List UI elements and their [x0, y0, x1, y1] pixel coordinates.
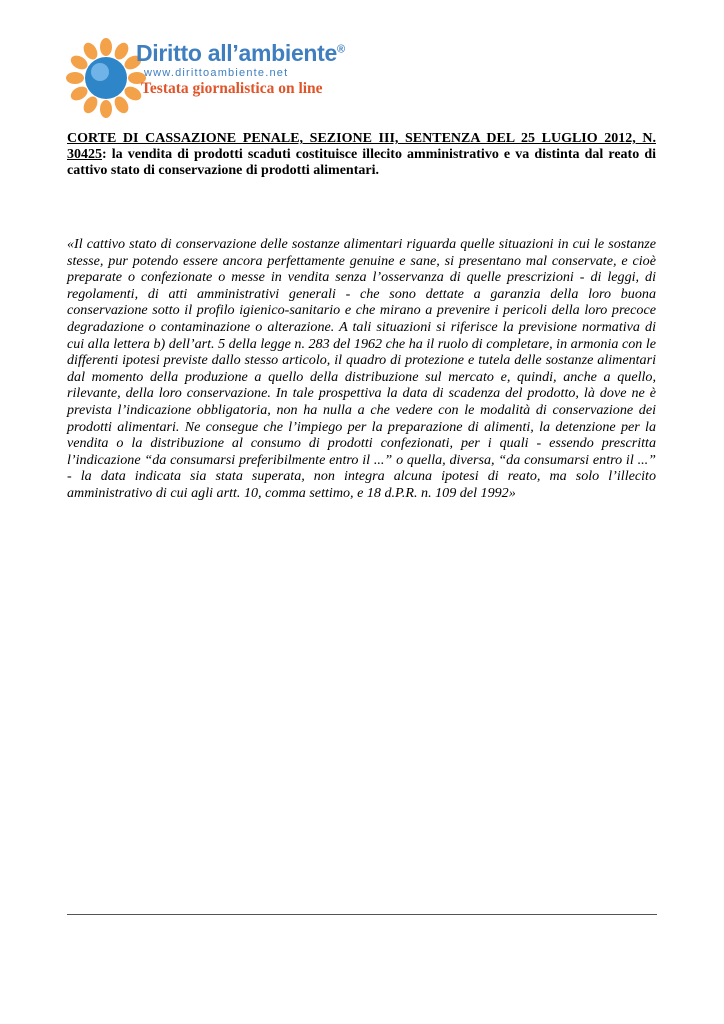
quoted-ruling: «Il cattivo stato di conservazione delle sostanze alimentari riguarda quelle situazioni in cui le sostanze stesse, pur potendo essere ancora perfettamente genuine e sane, si presentano mal conservate, e cioè preparate o confezionate o messe in vendita senza l’osservanza di quelle prescrizioni - di leggi, di regolamenti, di atti amministrativi generali - che sono dettate a garanzia della loro buona conservazione sotto il profilo igienico-sanitario e che mirano a prevenire i pericoli della loro precoce degradazione o contaminazione o alterazione. A tali situazioni si riferisce la previsione normativa di cui alla lettera b) dell’art. 5 della legge n. 283 del 1962 che ha il ruolo di completare, in armonia con le differenti ipotesi previste dallo stesso articolo, il quadro di protezione e tutela delle sostanze alimentari dal momento della produzione a quello della distribuzione sul mercato e, quindi, anche a quello, rilevante, della loro conservazione. In tale prospettiva la data di scadenza del prodotto, là dove ne è prevista l’indicazione obbligatoria, non ha nulla a che vedere con le modalità di conservazione dei prodotti alimentari. Ne consegue che l’impiego per la preparazione di alimenti, la detenzione per la vendita o la distribuzione al consumo di prodotti confezionati, per i quali - essendo prescritta l’indicazione “da consumarsi preferibilmente entro il ...” o quella, diversa, “da consumarsi entro il ...” - la data indicata sia stata superata, non integra alcuna ipotesi di reato, ma solo l’illecito amministrativo di cui agli artt. 10, comma settimo, e 18 d.P.R. n. 109 del 1992»: [67, 236, 656, 501]
heading-summary: : la vendita di prodotti scaduti costituisce illecito amministrativo e va distinta dal reato di cattivo stato di conservazione di prodotti alimentari.: [67, 147, 656, 178]
footer-divider: [67, 914, 657, 915]
logo-url: www.dirittoambiente.net: [144, 67, 289, 79]
sun-logo-icon: [66, 38, 146, 118]
case-citation: CORTE DI CASSAZIONE PENALE, SEZIONE III, SENTENZA DEL 25 LUGLIO 2012, N. 30425: [67, 131, 656, 162]
document-heading: [67, 131, 656, 179]
registered-mark: ®: [337, 43, 345, 56]
logo-title: Diritto all’ambiente®: [136, 40, 345, 66]
logo-tagline: Testata giornalistica on line: [141, 80, 323, 97]
masthead-logo: [66, 38, 345, 118]
